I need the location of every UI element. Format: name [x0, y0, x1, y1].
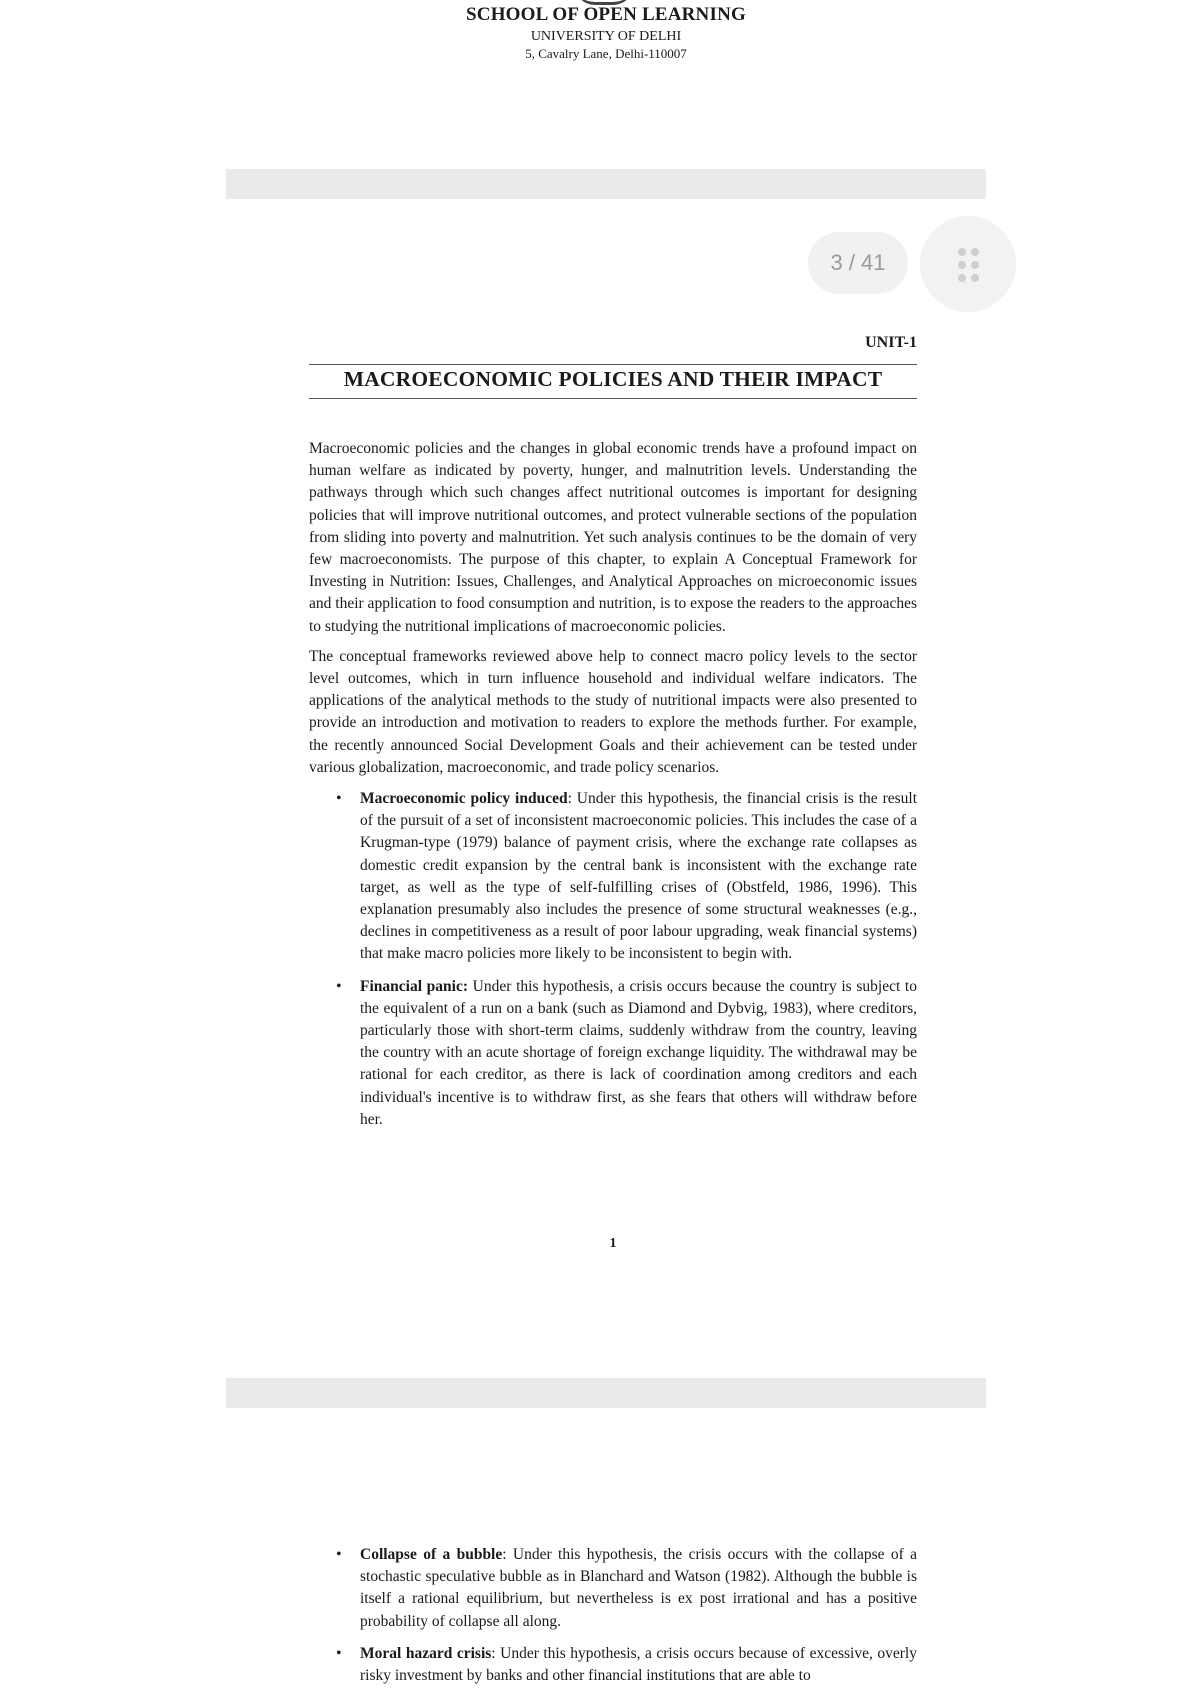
title-rule-top — [309, 364, 917, 365]
bullet-list — [309, 1544, 917, 1687]
bullet-term: Macroeconomic policy induced — [360, 790, 568, 808]
university-name: UNIVERSITY OF DELHI — [530, 29, 682, 44]
school-name: SCHOOL OF OPEN LEARNING — [466, 4, 746, 25]
bullet-list — [309, 788, 917, 1131]
page-indicator: 3 / 41 — [808, 232, 908, 294]
page-number: 1 — [609, 1236, 617, 1251]
bullet-text: : Under this hypothesis, the crisis occurs with the collapse of a stochastic speculative bubble as in Blanchard and Watson (1982). Although the bubble is itself a rational equilibrium, but nevertheless is ex post irrational and has a positive probability of collapse all along. — [360, 1546, 917, 1630]
paragraph: Macroeconomic policies and the changes in global economic trends have a profound impact on human welfare as indicated by poverty, hunger, and malnutrition levels. Understanding the pathways through which such changes affect nutritional outcomes is important for designing policies that will improve nutritional outcomes, and protect vulnerable sections of the population from sliding into poverty and malnutrition. Yet such analysis continues to be the domain of very few macroeconomists. The purpose of this chapter, to explain A Conceptual Framework for Investing in Nutrition: Issues, Challenges, and Analytical Approaches on microeconomic issues and their application to food consumption and nutrition, is to expose the readers to the approaches to studying the nutritional implications of macroeconomic policies. — [309, 440, 917, 635]
page-separator — [226, 1378, 986, 1408]
grid-dots-icon — [958, 248, 982, 282]
bullet-term: Collapse of a bubble — [360, 1546, 503, 1563]
list-item — [309, 976, 917, 1131]
page-2-body — [309, 1544, 917, 1697]
list-item — [309, 1544, 917, 1633]
page-1-body — [309, 438, 917, 1141]
letterhead — [226, 0, 986, 62]
bullet-text: Under this hypothesis, a crisis occurs because the country is subject to the equivalent of a run on a bank (such as Diamond and Dybvig, 1983), where creditors, particularly those with short-term claims, suddenly withdraw from the country, leaving the country with an acute shortage of foreign exchange liquidity. The withdrawal may be rational for each creditor, as there is lack of coordination among creditors and each individual's incentive is to withdraw first, as she fears that others will withdraw before her. — [360, 977, 917, 1128]
list-item — [309, 788, 917, 966]
address: 5, Cavalry Lane, Delhi-110007 — [525, 46, 687, 61]
chapter-title: MACROECONOMIC POLICIES AND THEIR IMPACT — [343, 367, 883, 391]
title-rule-bottom — [309, 398, 917, 399]
bullet-term: Financial panic: — [360, 977, 469, 995]
bullet-icon: • — [336, 1546, 342, 1563]
bullet-text: : Under this hypothesis, the financial crisis is the result of the pursuit of a set of inconsistent macroeconomic policies. This includes the case of a Krugman-type (1979) balance of payment crisis, where the exchange rate collapses as domestic credit expansion by the central bank is inconsistent with the exchange rate target, as well as the type of self-fulfilling crises of (Obstfeld, 1986, 1996). This explanation presumably also includes the presence of some structural weaknesses (e.g., declines in competitiveness as a result of poor labour upgrading, weak financial systems) that make macro policies more likely to be inconsistent to begin with. — [360, 790, 917, 963]
bullet-icon: • — [336, 790, 342, 808]
bullet-term: Moral hazard crisis — [360, 1644, 492, 1662]
bullet-icon: • — [336, 977, 342, 995]
unit-label: UNIT-1 — [865, 334, 917, 351]
list-item — [309, 1643, 917, 1687]
page-separator — [226, 169, 986, 199]
paragraph: The conceptual frameworks reviewed above help to connect macro policy levels to the sector level outcomes, which in turn influence household and individual welfare indicators. The applications of the analytical methods to the study of nutritional impacts were also presented to provide an introduction and motivation to readers to explore the methods further. For example, the recently announced Social Development Goals and their achievement can be tested under various globalization, macroeconomic, and trade policy scenarios. — [309, 647, 917, 776]
bullet-text: : Under this hypothesis, a crisis occurs because of excessive, overly risky investment by banks and other financial institutions that are able to — [360, 1644, 917, 1685]
bullet-icon: • — [336, 1644, 342, 1662]
